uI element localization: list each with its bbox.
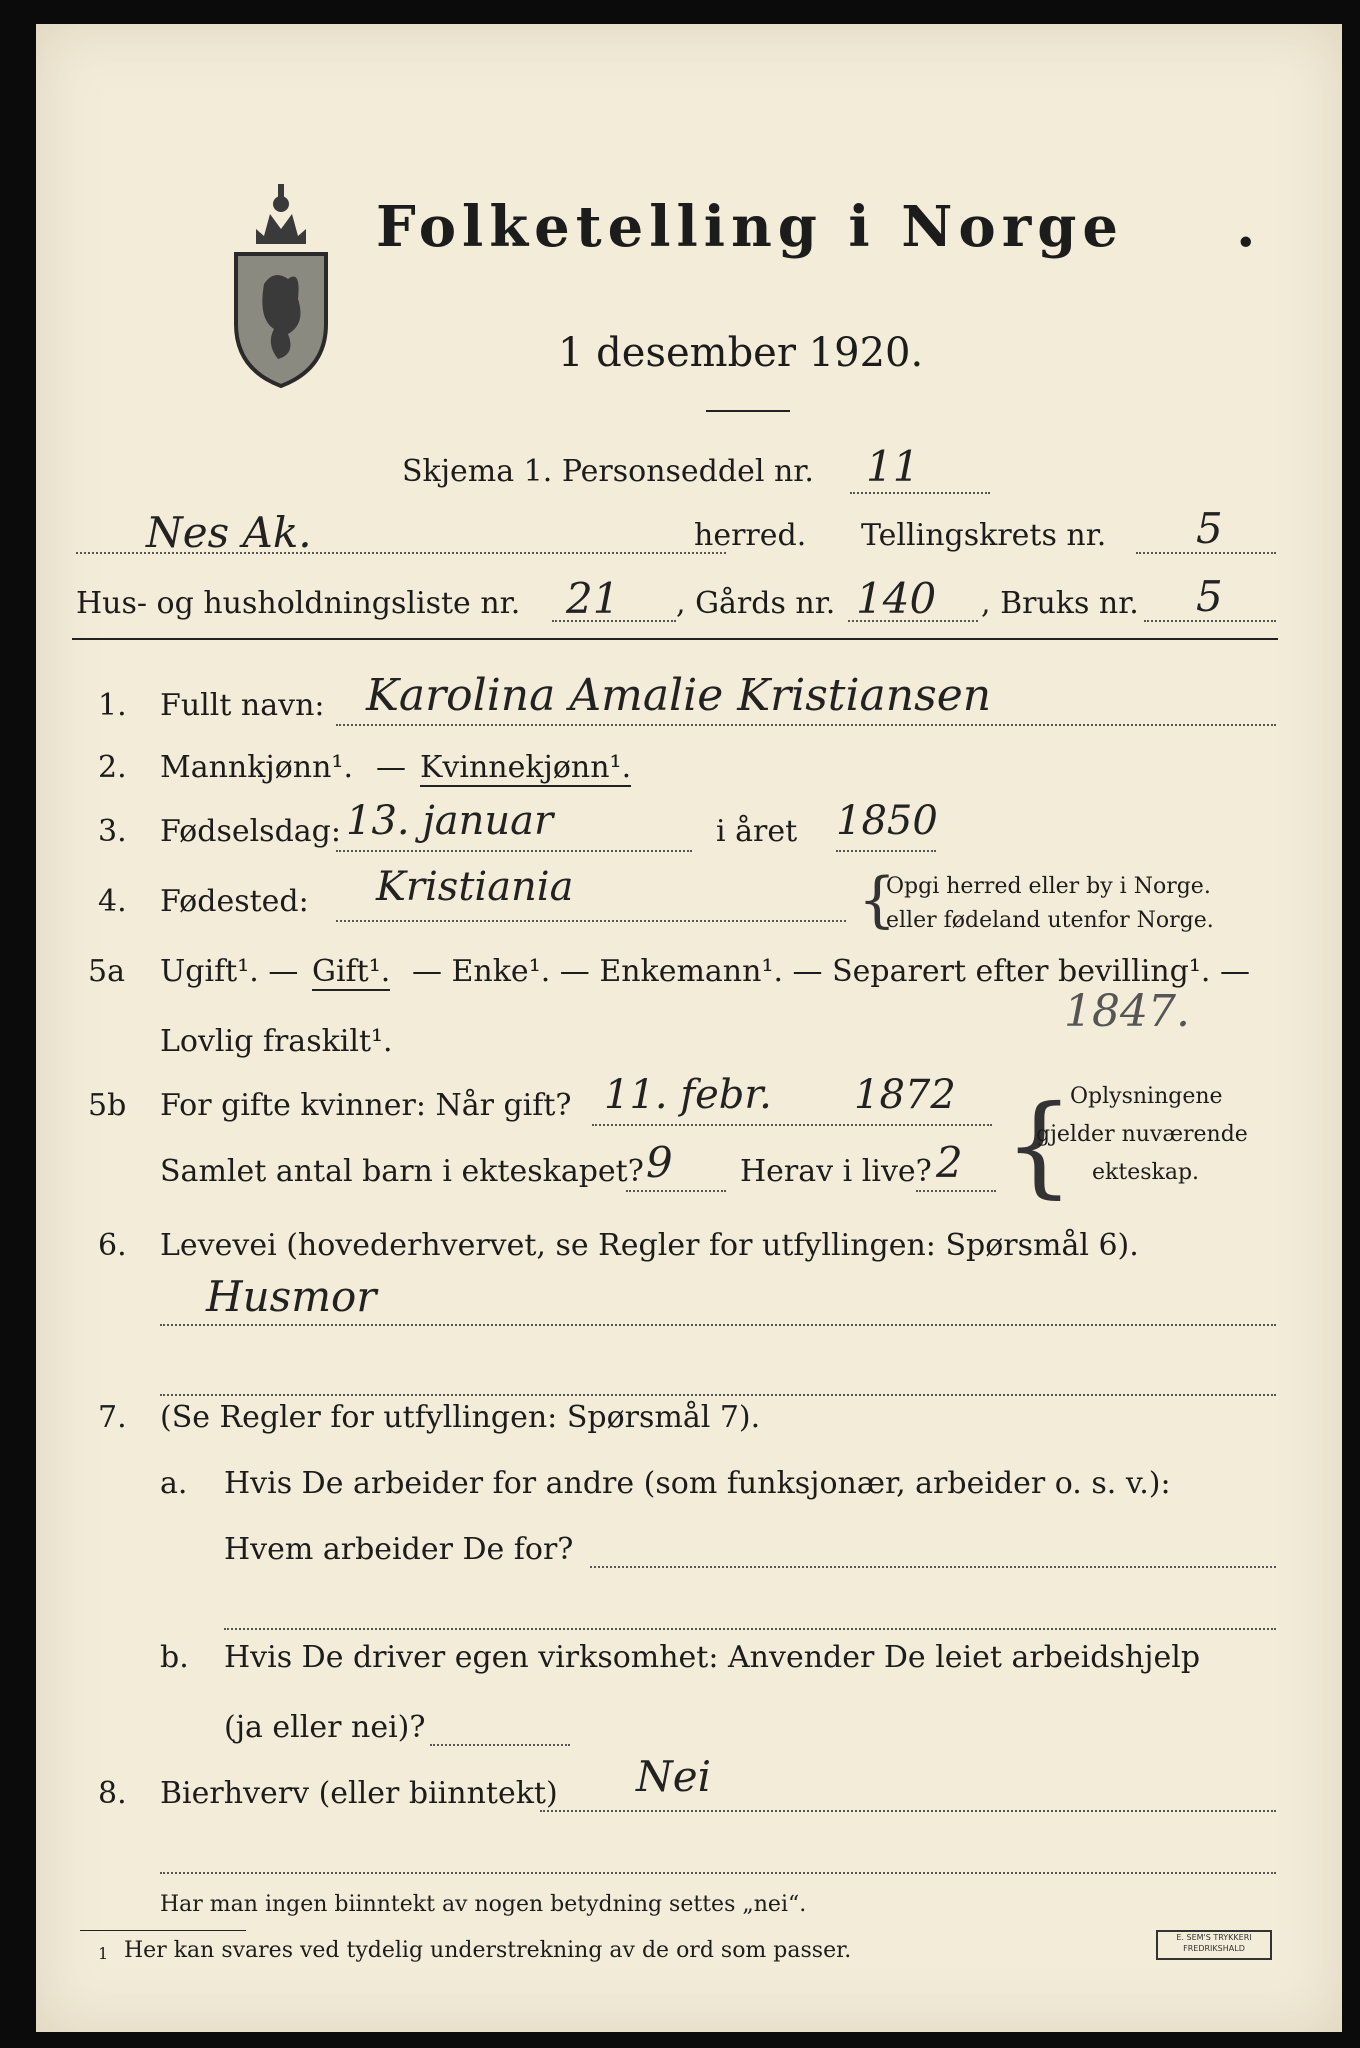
occupation-value[interactable]: Husmor <box>206 1272 377 1321</box>
alive-line <box>916 1190 996 1192</box>
tellingskrets-label: Tellingskrets nr. <box>861 518 1107 553</box>
q5b-label: For gifte kvinner: Når gift? <box>160 1088 572 1123</box>
gards-value[interactable]: 140 <box>856 574 937 623</box>
husliste-label: Hus- og husholdningsliste nr. <box>76 586 521 621</box>
bruks-value[interactable]: 5 <box>1196 572 1223 621</box>
secondary-income-value[interactable]: Nei <box>636 1752 712 1801</box>
q5b-number: 5b <box>88 1088 127 1123</box>
occupation-line-1 <box>160 1324 1276 1326</box>
q4-note-line1: Opgi herred eller by i Norge. <box>886 874 1211 899</box>
husliste-value[interactable]: 21 <box>566 574 620 623</box>
children-value[interactable]: 9 <box>646 1138 673 1187</box>
q7b-text: Hvis De driver egen virksomhet: Anvender De leiet arbeidshjelp <box>224 1640 1201 1675</box>
footnote-rule <box>80 1930 246 1931</box>
q7-label: (Se Regler for utfyllingen: Spørsmål 7). <box>160 1400 761 1435</box>
birthplace-line <box>336 920 846 922</box>
form-title: Folketelling i Norge <box>376 194 1125 260</box>
tellingskrets-value[interactable]: 5 <box>1196 504 1223 553</box>
children-line <box>626 1190 726 1192</box>
employer-input-line-2[interactable] <box>224 1628 1276 1630</box>
q4-brace: { <box>858 865 897 935</box>
birth-year-label: i året <box>716 814 798 849</box>
status-fraskilt-option[interactable]: Lovlig fraskilt¹. <box>160 1024 393 1059</box>
q7b-number: b. <box>160 1640 189 1675</box>
secondary-income-line-2 <box>160 1872 1276 1874</box>
q7-number: 7. <box>98 1400 127 1435</box>
q6-number: 6. <box>98 1228 127 1263</box>
q1-line <box>336 724 1276 726</box>
q2-number: 2. <box>98 750 127 785</box>
q1-number: 1. <box>98 688 127 723</box>
q4-label: Fødested: <box>160 884 309 919</box>
occupation-line-2 <box>160 1394 1276 1396</box>
q4-note-line2: eller fødeland utenfor Norge. <box>886 908 1214 933</box>
q1-label: Fullt navn: <box>160 688 325 723</box>
census-form <box>36 24 1342 2032</box>
printer-stamp: E. SEM'S TRYKKERI FREDRIKSHALD <box>1156 1930 1272 1960</box>
q6-label: Levevei (hovederhvervet, se Regler for utfyllingen: Spørsmål 6). <box>160 1228 1139 1263</box>
birthday-line <box>336 850 692 852</box>
q7a-text: Hvis De arbeider for andre (som funksjonær, arbeider o. s. v.): <box>224 1466 1171 1501</box>
norwegian-lion-crest-icon <box>226 174 336 389</box>
q5b-note-line2: gjelder nuværende <box>1036 1122 1248 1147</box>
title-dot: . <box>1236 194 1262 260</box>
secondary-income-line <box>540 1810 1276 1812</box>
alive-value[interactable]: 2 <box>936 1138 963 1187</box>
status-other-options[interactable]: — Enke¹. — Enkemann¹. — Separert efter bevilling¹. — <box>412 954 1250 989</box>
census-date: 1 desember 1920. <box>558 330 924 376</box>
q5b-note-line1: Oplysningene <box>1070 1084 1223 1109</box>
footnote-text: Her kan svares ved tydelig understrekning av de ord som passer. <box>124 1938 852 1963</box>
q2-separator: — <box>376 750 406 785</box>
status-gift-option[interactable]: Gift¹. <box>312 954 391 989</box>
herred-value[interactable]: Nes Ak. <box>146 508 312 557</box>
q7a-number: a. <box>160 1466 188 1501</box>
title-divider <box>706 410 790 412</box>
married-date-line <box>592 1124 992 1126</box>
gards-label: , Gårds nr. <box>676 586 836 621</box>
footnote-number: 1 <box>98 1944 109 1963</box>
full-name-value[interactable]: Karolina Amalie Kristiansen <box>366 670 992 721</box>
birthday-value[interactable]: 13. januar <box>346 798 554 844</box>
q3-label: Fødselsdag: <box>160 814 341 849</box>
footer-note: Har man ingen biinntekt av nogen betydning settes „nei“. <box>160 1892 807 1917</box>
header-separator <box>72 638 1278 640</box>
bruks-label: , Bruks nr. <box>981 586 1139 621</box>
schema-number-line <box>850 492 990 494</box>
q5b-brace: { <box>1004 1081 1074 1209</box>
q4-number: 4. <box>98 884 127 919</box>
birth-year-line <box>836 850 936 852</box>
herred-label: herred. <box>694 518 807 553</box>
q8-number: 8. <box>98 1776 127 1811</box>
sex-female-option[interactable]: Kvinnekjønn¹. <box>420 750 632 785</box>
birth-year-value[interactable]: 1850 <box>836 798 938 844</box>
q7a-line2: Hvem arbeider De for? <box>224 1532 574 1567</box>
birthplace-value[interactable]: Kristiania <box>376 864 574 910</box>
alive-label: Herav i live? <box>740 1154 932 1189</box>
children-label: Samlet antal barn i ekteskapet? <box>160 1154 644 1189</box>
q3-number: 3. <box>98 814 127 849</box>
married-year-value[interactable]: 1872 <box>854 1072 956 1118</box>
schema-label: Skjema 1. Personseddel nr. <box>402 454 814 489</box>
hired-help-input-line[interactable] <box>430 1744 570 1746</box>
employer-input-line[interactable] <box>590 1566 1276 1568</box>
q7b-line2: (ja eller nei)? <box>224 1710 426 1745</box>
q8-label: Bierhverv (eller biinntekt) <box>160 1776 558 1811</box>
status-ugift-option[interactable]: Ugift¹. — <box>160 954 299 989</box>
schema-number-value[interactable]: 11 <box>866 442 920 491</box>
married-date-value[interactable]: 11. febr. <box>604 1072 772 1118</box>
q5a-number: 5a <box>88 954 125 989</box>
margin-note-year: 1847. <box>1064 986 1190 1037</box>
sex-male-option[interactable]: Mannkjønn¹. <box>160 750 353 785</box>
q5b-note-line3: ekteskap. <box>1092 1160 1200 1185</box>
